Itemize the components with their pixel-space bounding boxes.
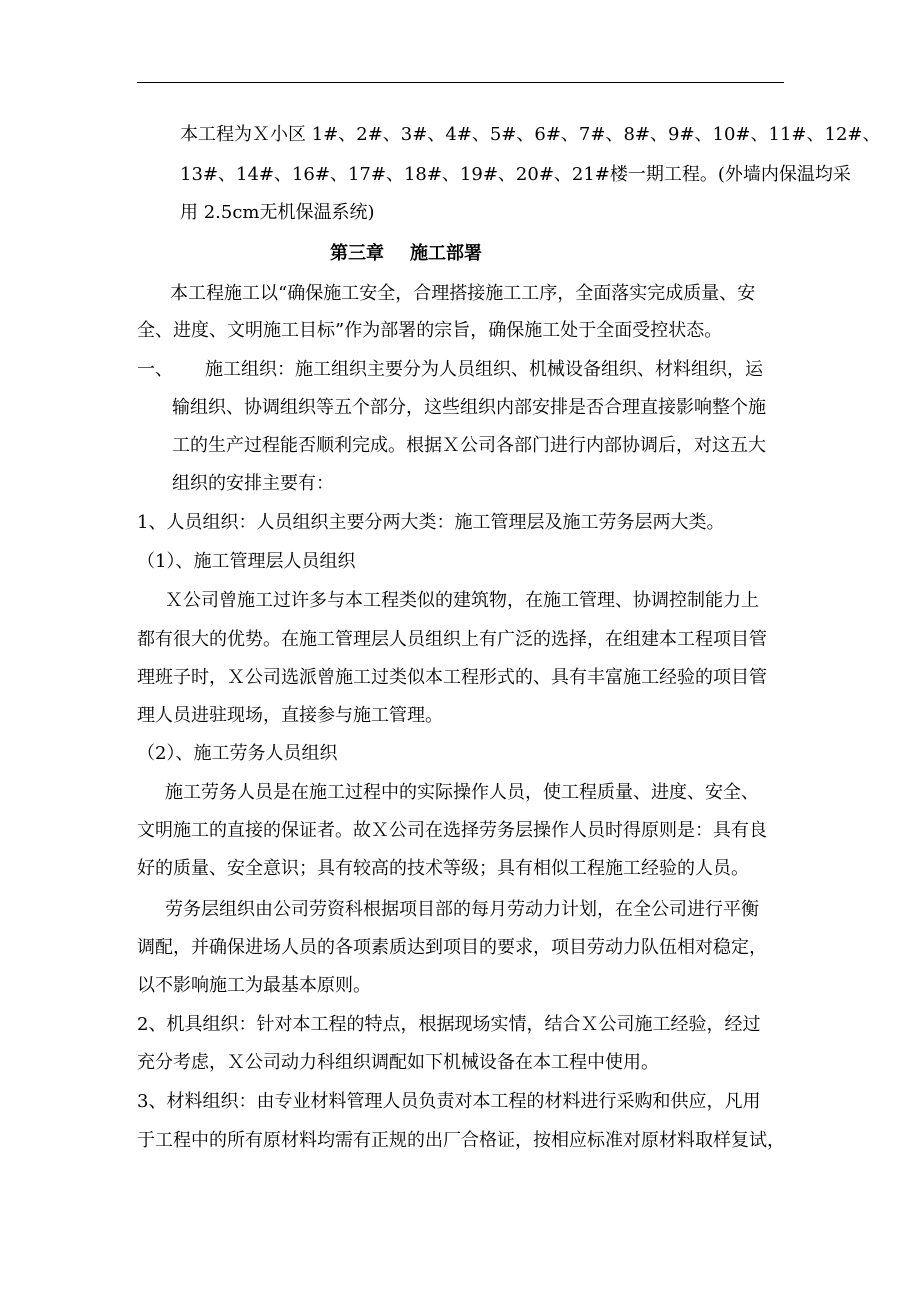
paragraph-line: 输组织、协调组织等五个部分，这些组织内部安排是否合理直接影响整个施 (172, 397, 766, 418)
paragraph-line: 调配，并确保进场人员的各项素质达到项目的要求，项目劳动力队伍相对稳定， (137, 937, 767, 958)
paragraph-line: 施工劳务人员是在施工过程中的实际操作人员，使工程质量、进度、安全、 (165, 782, 759, 803)
labor-heading: （2）、施工劳务人员组织 (137, 743, 338, 764)
paragraph-line: 全、进度、文明施工目标”作为部署的宗旨，确保施工处于全面受控状态。 (137, 320, 723, 341)
intro-line: 13#、14#、16#、17#、18#、19#、20#、21#楼一期工程。(外墙内保温均采 (180, 164, 851, 185)
paragraph-line: 充分考虑，Ｘ公司动力科组织调配如下机械设备在本工程中使用。 (137, 1052, 659, 1073)
paragraph-line: 3、材料组织：由专业材料管理人员负责对本工程的材料进行采购和供应，凡用 (137, 1091, 761, 1112)
paragraph-line: 以不影响施工为最基本原则。 (137, 975, 371, 996)
paragraph-line: 理人员进驻现场，直接参与施工管理。 (137, 705, 443, 726)
paragraph-line: 劳务层组织由公司劳资科根据项目部的每月劳动力计划，在全公司进行平衡 (165, 899, 759, 920)
header-rule (137, 82, 784, 83)
personnel-heading: 1、人员组织：人员组织主要分两大类：施工管理层及施工劳务层两大类。 (137, 512, 725, 533)
management-heading: （1）、施工管理层人员组织 (137, 551, 356, 572)
paragraph-line: 本工程施工以“确保施工安全，合理搭接施工工序，全面落实完成质量、安 (170, 283, 756, 304)
chapter-title: 施工部署 (410, 243, 482, 264)
paragraph-line: 工的生产过程能否顺利完成。根据Ｘ公司各部门进行内部协调后，对这五大 (172, 435, 766, 456)
paragraph-line: 都有很大的优势。在施工管理层人员组织上有广泛的选择，在组建本工程项目管 (137, 629, 767, 650)
section-number: 一、 (137, 359, 173, 380)
chapter-number: 第三章 (330, 243, 384, 264)
paragraph-line: 于工程中的所有原材料均需有正规的出厂合格证，按相应标准对原材料取样复试， (137, 1130, 785, 1151)
paragraph-line: 2、机具组织：针对本工程的特点，根据现场实情，结合Ｘ公司施工经验，经过 (137, 1014, 761, 1035)
paragraph-line: 施工组织：施工组织主要分为人员组织、机械设备组织、材料组织，运 (205, 359, 763, 380)
paragraph-line: 文明施工的直接的保证者。故Ｘ公司在选择劳务层操作人员时得原则是：具有良 (137, 820, 767, 841)
paragraph-line: 组织的安排主要有： (172, 473, 334, 494)
intro-line: 本工程为Ｘ小区 1#、2#、3#、4#、5#、6#、7#、8#、9#、10#、11#、12#、 (180, 124, 881, 145)
paragraph-line: 理班子时，Ｘ公司选派曾施工过类似本工程形式的、具有丰富施工经验的项目管 (137, 667, 767, 688)
paragraph-line: Ｘ公司曾施工过许多与本工程类似的建筑物，在施工管理、协调控制能力上 (165, 590, 759, 611)
paragraph-line: 好的质量、安全意识；具有较高的技术等级；具有相似工程施工经验的人员。 (137, 858, 749, 879)
intro-line: 用 2.5cm无机保温系统) (180, 202, 375, 223)
